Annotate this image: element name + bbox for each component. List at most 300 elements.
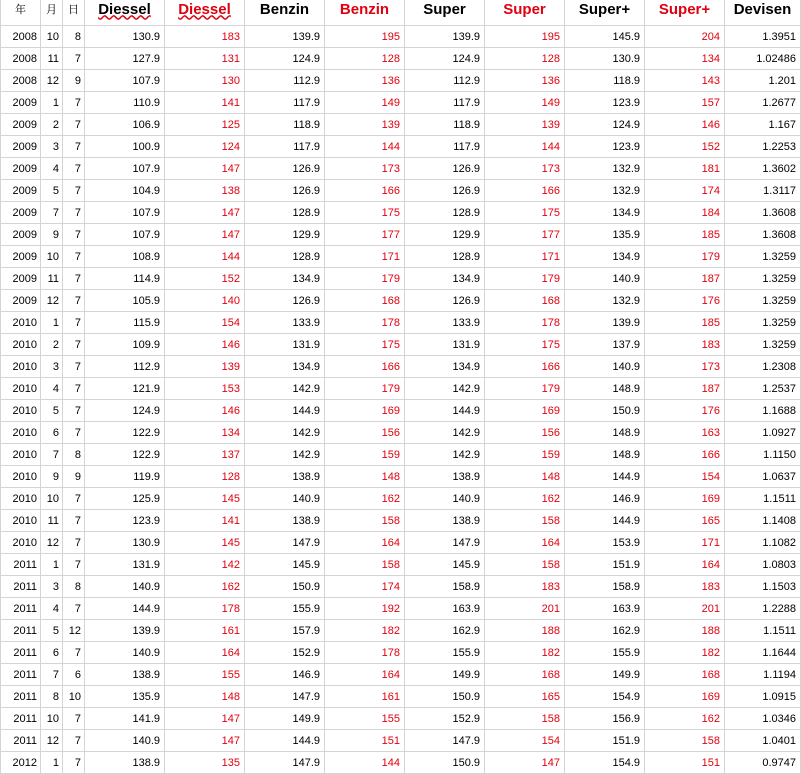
- table-cell[interactable]: 1.0637: [725, 466, 801, 488]
- table-cell[interactable]: 141: [165, 510, 245, 532]
- table-cell[interactable]: 201: [485, 598, 565, 620]
- table-cell[interactable]: 158: [485, 554, 565, 576]
- table-cell[interactable]: 1.167: [725, 114, 801, 136]
- table-cell[interactable]: 1.3259: [725, 290, 801, 312]
- table-cell[interactable]: 135.9: [85, 686, 165, 708]
- table-cell[interactable]: 171: [325, 246, 405, 268]
- table-cell[interactable]: 7: [63, 92, 85, 114]
- table-cell[interactable]: 7: [63, 752, 85, 774]
- table-cell[interactable]: 1.2677: [725, 92, 801, 114]
- table-cell[interactable]: 2011: [1, 554, 41, 576]
- table-cell[interactable]: 163: [645, 422, 725, 444]
- table-cell[interactable]: 126.9: [245, 290, 325, 312]
- table-cell[interactable]: 124.9: [85, 400, 165, 422]
- table-cell[interactable]: 1.1511: [725, 488, 801, 510]
- table-cell[interactable]: 158.9: [405, 576, 485, 598]
- table-cell[interactable]: 114.9: [85, 268, 165, 290]
- table-cell[interactable]: 7: [63, 378, 85, 400]
- table-cell[interactable]: 118.9: [405, 114, 485, 136]
- table-cell[interactable]: 168: [325, 290, 405, 312]
- table-cell[interactable]: 169: [485, 400, 565, 422]
- table-cell[interactable]: 7: [63, 290, 85, 312]
- table-cell[interactable]: 6: [41, 422, 63, 444]
- table-cell[interactable]: 162: [485, 488, 565, 510]
- table-cell[interactable]: 179: [485, 378, 565, 400]
- table-cell[interactable]: 136: [325, 70, 405, 92]
- table-cell[interactable]: 166: [325, 356, 405, 378]
- table-cell[interactable]: 131.9: [405, 334, 485, 356]
- table-cell[interactable]: 108.9: [85, 246, 165, 268]
- table-cell[interactable]: 148.9: [565, 422, 645, 444]
- table-cell[interactable]: 9: [41, 466, 63, 488]
- table-cell[interactable]: 176: [645, 400, 725, 422]
- table-cell[interactable]: 8: [63, 444, 85, 466]
- table-cell[interactable]: 3: [41, 136, 63, 158]
- table-cell[interactable]: 129.9: [245, 224, 325, 246]
- table-cell[interactable]: 1.2288: [725, 598, 801, 620]
- table-cell[interactable]: 142.9: [245, 422, 325, 444]
- table-cell[interactable]: 154: [485, 730, 565, 752]
- table-cell[interactable]: 112.9: [245, 70, 325, 92]
- table-cell[interactable]: 136: [485, 70, 565, 92]
- table-cell[interactable]: 2010: [1, 510, 41, 532]
- table-cell[interactable]: 7: [63, 136, 85, 158]
- table-cell[interactable]: 7: [63, 422, 85, 444]
- table-cell[interactable]: 1.2308: [725, 356, 801, 378]
- table-cell[interactable]: 1.1644: [725, 642, 801, 664]
- table-cell[interactable]: 142.9: [245, 444, 325, 466]
- table-cell[interactable]: 124.9: [245, 48, 325, 70]
- table-cell[interactable]: 169: [645, 488, 725, 510]
- table-cell[interactable]: 7: [63, 114, 85, 136]
- table-cell[interactable]: 1.1688: [725, 400, 801, 422]
- table-cell[interactable]: 134.9: [245, 268, 325, 290]
- table-cell[interactable]: 2011: [1, 620, 41, 642]
- table-cell[interactable]: 140.9: [245, 488, 325, 510]
- table-cell[interactable]: 1.02486: [725, 48, 801, 70]
- table-cell[interactable]: 139.9: [405, 26, 485, 48]
- table-cell[interactable]: 179: [325, 378, 405, 400]
- table-cell[interactable]: 150.9: [245, 576, 325, 598]
- table-cell[interactable]: 117.9: [405, 136, 485, 158]
- table-cell[interactable]: 164: [325, 532, 405, 554]
- table-cell[interactable]: 119.9: [85, 466, 165, 488]
- table-cell[interactable]: 1.3608: [725, 224, 801, 246]
- table-cell[interactable]: 162: [325, 488, 405, 510]
- table-cell[interactable]: 132.9: [565, 158, 645, 180]
- table-cell[interactable]: 2010: [1, 444, 41, 466]
- table-cell[interactable]: 2011: [1, 598, 41, 620]
- table-cell[interactable]: 177: [325, 224, 405, 246]
- table-cell[interactable]: 1.3117: [725, 180, 801, 202]
- table-cell[interactable]: 157: [645, 92, 725, 114]
- table-cell[interactable]: 7: [63, 158, 85, 180]
- table-cell[interactable]: 166: [645, 444, 725, 466]
- header-diessel-red[interactable]: [165, 0, 245, 26]
- table-cell[interactable]: 156: [325, 422, 405, 444]
- table-cell[interactable]: 152: [165, 268, 245, 290]
- table-cell[interactable]: 147: [165, 158, 245, 180]
- table-cell[interactable]: 156: [485, 422, 565, 444]
- table-cell[interactable]: 142.9: [405, 378, 485, 400]
- table-cell[interactable]: 2009: [1, 158, 41, 180]
- table-cell[interactable]: 1.1082: [725, 532, 801, 554]
- table-cell[interactable]: 1.3259: [725, 334, 801, 356]
- table-cell[interactable]: 155: [165, 664, 245, 686]
- table-cell[interactable]: 153.9: [565, 532, 645, 554]
- table-cell[interactable]: 1.2253: [725, 136, 801, 158]
- table-cell[interactable]: 144: [485, 136, 565, 158]
- table-cell[interactable]: 182: [325, 620, 405, 642]
- table-cell[interactable]: 142: [165, 554, 245, 576]
- table-cell[interactable]: 178: [325, 312, 405, 334]
- table-cell[interactable]: 147.9: [245, 752, 325, 774]
- table-cell[interactable]: 175: [325, 334, 405, 356]
- table-cell[interactable]: 2011: [1, 642, 41, 664]
- table-cell[interactable]: 12: [41, 290, 63, 312]
- table-cell[interactable]: 147.9: [405, 730, 485, 752]
- table-cell[interactable]: 2011: [1, 664, 41, 686]
- table-cell[interactable]: 149.9: [565, 664, 645, 686]
- table-cell[interactable]: 155.9: [565, 642, 645, 664]
- table-cell[interactable]: 155: [325, 708, 405, 730]
- table-cell[interactable]: 146: [165, 334, 245, 356]
- table-cell[interactable]: 147.9: [405, 532, 485, 554]
- table-cell[interactable]: 2012: [1, 752, 41, 774]
- table-cell[interactable]: 133.9: [245, 312, 325, 334]
- table-cell[interactable]: 2010: [1, 488, 41, 510]
- table-cell[interactable]: 178: [485, 312, 565, 334]
- table-cell[interactable]: 179: [325, 268, 405, 290]
- table-cell[interactable]: 9: [63, 466, 85, 488]
- table-cell[interactable]: 177: [485, 224, 565, 246]
- table-cell[interactable]: 148: [325, 466, 405, 488]
- table-cell[interactable]: 185: [645, 224, 725, 246]
- table-cell[interactable]: 2009: [1, 268, 41, 290]
- table-cell[interactable]: 146: [645, 114, 725, 136]
- table-cell[interactable]: 144.9: [565, 466, 645, 488]
- header-year[interactable]: 年: [1, 0, 41, 26]
- table-cell[interactable]: 144.9: [245, 730, 325, 752]
- table-cell[interactable]: 9: [63, 70, 85, 92]
- table-cell[interactable]: 112.9: [405, 70, 485, 92]
- table-cell[interactable]: 7: [63, 48, 85, 70]
- table-cell[interactable]: 104.9: [85, 180, 165, 202]
- table-cell[interactable]: 7: [63, 730, 85, 752]
- table-cell[interactable]: 2009: [1, 246, 41, 268]
- table-cell[interactable]: 7: [63, 312, 85, 334]
- table-cell[interactable]: 147: [165, 730, 245, 752]
- table-cell[interactable]: 128.9: [405, 246, 485, 268]
- table-cell[interactable]: 148.9: [565, 444, 645, 466]
- table-cell[interactable]: 154.9: [565, 686, 645, 708]
- table-cell[interactable]: 151.9: [565, 730, 645, 752]
- table-cell[interactable]: 2008: [1, 26, 41, 48]
- table-cell[interactable]: 139: [325, 114, 405, 136]
- table-cell[interactable]: 128: [485, 48, 565, 70]
- table-cell[interactable]: 7: [63, 488, 85, 510]
- table-cell[interactable]: 107.9: [85, 224, 165, 246]
- table-cell[interactable]: 1.3608: [725, 202, 801, 224]
- table-cell[interactable]: 117.9: [405, 92, 485, 114]
- table-cell[interactable]: 174: [325, 576, 405, 598]
- table-cell[interactable]: 138.9: [405, 510, 485, 532]
- table-cell[interactable]: 131.9: [85, 554, 165, 576]
- table-cell[interactable]: 1: [41, 92, 63, 114]
- table-cell[interactable]: 143: [645, 70, 725, 92]
- table-cell[interactable]: 139: [165, 356, 245, 378]
- table-cell[interactable]: 10: [63, 686, 85, 708]
- table-cell[interactable]: 1.1194: [725, 664, 801, 686]
- table-cell[interactable]: 2009: [1, 136, 41, 158]
- table-cell[interactable]: 164: [325, 664, 405, 686]
- table-cell[interactable]: 1.1511: [725, 620, 801, 642]
- table-cell[interactable]: 7: [63, 554, 85, 576]
- table-cell[interactable]: 148.9: [565, 378, 645, 400]
- table-cell[interactable]: 134.9: [245, 356, 325, 378]
- table-cell[interactable]: 162: [645, 708, 725, 730]
- table-cell[interactable]: 163.9: [405, 598, 485, 620]
- table-cell[interactable]: 133.9: [405, 312, 485, 334]
- header-super-plus[interactable]: Super+: [565, 0, 645, 26]
- table-cell[interactable]: 175: [325, 202, 405, 224]
- table-cell[interactable]: 146.9: [565, 488, 645, 510]
- table-cell[interactable]: 145: [165, 488, 245, 510]
- table-cell[interactable]: 10: [41, 488, 63, 510]
- table-cell[interactable]: 138.9: [85, 752, 165, 774]
- header-benzin[interactable]: Benzin: [245, 0, 325, 26]
- table-cell[interactable]: 147.9: [245, 686, 325, 708]
- table-cell[interactable]: 107.9: [85, 70, 165, 92]
- table-cell[interactable]: 142.9: [405, 444, 485, 466]
- table-cell[interactable]: 2010: [1, 422, 41, 444]
- table-cell[interactable]: 138.9: [245, 466, 325, 488]
- table-cell[interactable]: 2009: [1, 224, 41, 246]
- header-super-plus-red[interactable]: Super+: [645, 0, 725, 26]
- table-cell[interactable]: 146: [165, 400, 245, 422]
- table-cell[interactable]: 10: [41, 26, 63, 48]
- table-cell[interactable]: 109.9: [85, 334, 165, 356]
- table-cell[interactable]: 169: [325, 400, 405, 422]
- table-cell[interactable]: 150.9: [405, 752, 485, 774]
- table-cell[interactable]: 144: [165, 246, 245, 268]
- table-cell[interactable]: 11: [41, 510, 63, 532]
- table-cell[interactable]: 137: [165, 444, 245, 466]
- table-cell[interactable]: 123.9: [565, 136, 645, 158]
- table-cell[interactable]: 11: [41, 268, 63, 290]
- table-cell[interactable]: 138.9: [245, 510, 325, 532]
- table-cell[interactable]: 152.9: [245, 642, 325, 664]
- table-cell[interactable]: 129.9: [405, 224, 485, 246]
- table-cell[interactable]: 2011: [1, 686, 41, 708]
- table-cell[interactable]: 131: [165, 48, 245, 70]
- table-cell[interactable]: 2009: [1, 180, 41, 202]
- table-cell[interactable]: 1.3602: [725, 158, 801, 180]
- table-cell[interactable]: 159: [485, 444, 565, 466]
- table-cell[interactable]: 2009: [1, 114, 41, 136]
- table-cell[interactable]: 1.201: [725, 70, 801, 92]
- table-cell[interactable]: 11: [41, 48, 63, 70]
- table-cell[interactable]: 201: [645, 598, 725, 620]
- table-cell[interactable]: 6: [63, 664, 85, 686]
- table-cell[interactable]: 144: [325, 136, 405, 158]
- table-cell[interactable]: 158: [325, 554, 405, 576]
- table-cell[interactable]: 145.9: [565, 26, 645, 48]
- table-cell[interactable]: 204: [645, 26, 725, 48]
- table-cell[interactable]: 100.9: [85, 136, 165, 158]
- table-cell[interactable]: 2010: [1, 378, 41, 400]
- table-cell[interactable]: 147: [485, 752, 565, 774]
- table-cell[interactable]: 138: [165, 180, 245, 202]
- table-cell[interactable]: 152.9: [405, 708, 485, 730]
- table-cell[interactable]: 128.9: [245, 202, 325, 224]
- table-cell[interactable]: 164: [645, 554, 725, 576]
- table-cell[interactable]: 159: [325, 444, 405, 466]
- table-cell[interactable]: 168: [485, 290, 565, 312]
- table-cell[interactable]: 134.9: [405, 356, 485, 378]
- table-cell[interactable]: 2011: [1, 576, 41, 598]
- table-cell[interactable]: 127.9: [85, 48, 165, 70]
- table-cell[interactable]: 2009: [1, 290, 41, 312]
- table-cell[interactable]: 1.1408: [725, 510, 801, 532]
- table-cell[interactable]: 162.9: [565, 620, 645, 642]
- table-cell[interactable]: 7: [63, 532, 85, 554]
- table-cell[interactable]: 134.9: [405, 268, 485, 290]
- table-cell[interactable]: 4: [41, 158, 63, 180]
- table-cell[interactable]: 1: [41, 312, 63, 334]
- table-cell[interactable]: 7: [63, 400, 85, 422]
- table-cell[interactable]: 2: [41, 334, 63, 356]
- table-cell[interactable]: 2010: [1, 356, 41, 378]
- table-cell[interactable]: 150.9: [405, 686, 485, 708]
- table-cell[interactable]: 139: [485, 114, 565, 136]
- table-cell[interactable]: 182: [645, 642, 725, 664]
- table-cell[interactable]: 122.9: [85, 422, 165, 444]
- table-cell[interactable]: 110.9: [85, 92, 165, 114]
- table-cell[interactable]: 144.9: [565, 510, 645, 532]
- table-cell[interactable]: 1.3259: [725, 268, 801, 290]
- table-cell[interactable]: 128: [325, 48, 405, 70]
- table-cell[interactable]: 7: [41, 202, 63, 224]
- table-cell[interactable]: 8: [63, 26, 85, 48]
- table-cell[interactable]: 155.9: [405, 642, 485, 664]
- table-cell[interactable]: 158: [485, 510, 565, 532]
- table-cell[interactable]: 135: [165, 752, 245, 774]
- table-cell[interactable]: 171: [645, 532, 725, 554]
- header-super[interactable]: Super: [405, 0, 485, 26]
- table-cell[interactable]: 5: [41, 400, 63, 422]
- table-cell[interactable]: 105.9: [85, 290, 165, 312]
- table-cell[interactable]: 7: [63, 180, 85, 202]
- table-cell[interactable]: 130.9: [85, 532, 165, 554]
- table-cell[interactable]: 2011: [1, 708, 41, 730]
- table-cell[interactable]: 1.3951: [725, 26, 801, 48]
- table-cell[interactable]: 149: [325, 92, 405, 114]
- table-cell[interactable]: 154.9: [565, 752, 645, 774]
- table-cell[interactable]: 137.9: [565, 334, 645, 356]
- table-cell[interactable]: 171: [485, 246, 565, 268]
- table-cell[interactable]: 169: [645, 686, 725, 708]
- table-cell[interactable]: 156.9: [565, 708, 645, 730]
- table-cell[interactable]: 128.9: [405, 202, 485, 224]
- table-cell[interactable]: 147: [165, 202, 245, 224]
- table-cell[interactable]: 9: [41, 224, 63, 246]
- table-cell[interactable]: 175: [485, 334, 565, 356]
- table-cell[interactable]: 12: [63, 620, 85, 642]
- table-cell[interactable]: 107.9: [85, 202, 165, 224]
- table-cell[interactable]: 158: [325, 510, 405, 532]
- table-cell[interactable]: 151: [645, 752, 725, 774]
- table-cell[interactable]: 134: [165, 422, 245, 444]
- table-cell[interactable]: 147.9: [245, 532, 325, 554]
- table-cell[interactable]: 1.3259: [725, 312, 801, 334]
- table-cell[interactable]: 126.9: [245, 158, 325, 180]
- table-cell[interactable]: 124.9: [565, 114, 645, 136]
- table-cell[interactable]: 121.9: [85, 378, 165, 400]
- table-cell[interactable]: 144: [325, 752, 405, 774]
- table-cell[interactable]: 142.9: [405, 422, 485, 444]
- table-cell[interactable]: 2009: [1, 92, 41, 114]
- table-cell[interactable]: 161: [325, 686, 405, 708]
- table-cell[interactable]: 7: [41, 444, 63, 466]
- table-cell[interactable]: 162.9: [405, 620, 485, 642]
- table-cell[interactable]: 2011: [1, 730, 41, 752]
- table-cell[interactable]: 7: [63, 708, 85, 730]
- table-cell[interactable]: 128: [165, 466, 245, 488]
- table-cell[interactable]: 140.9: [85, 576, 165, 598]
- table-cell[interactable]: 112.9: [85, 356, 165, 378]
- table-cell[interactable]: 162: [165, 576, 245, 598]
- header-month[interactable]: 月: [41, 0, 63, 26]
- table-cell[interactable]: 118.9: [245, 114, 325, 136]
- header-diessel[interactable]: [85, 0, 165, 26]
- table-cell[interactable]: 183: [165, 26, 245, 48]
- table-cell[interactable]: 154: [645, 466, 725, 488]
- table-cell[interactable]: 144.9: [85, 598, 165, 620]
- table-cell[interactable]: 173: [485, 158, 565, 180]
- table-cell[interactable]: 140.9: [405, 488, 485, 510]
- table-cell[interactable]: 7: [41, 664, 63, 686]
- table-cell[interactable]: 145: [165, 532, 245, 554]
- table-cell[interactable]: 134.9: [565, 246, 645, 268]
- table-cell[interactable]: 147: [165, 708, 245, 730]
- header-super-red[interactable]: Super: [485, 0, 565, 26]
- table-cell[interactable]: 174: [645, 180, 725, 202]
- table-cell[interactable]: 187: [645, 378, 725, 400]
- table-cell[interactable]: 179: [485, 268, 565, 290]
- table-cell[interactable]: 149.9: [245, 708, 325, 730]
- table-cell[interactable]: 166: [325, 180, 405, 202]
- table-cell[interactable]: 8: [63, 576, 85, 598]
- table-cell[interactable]: 124: [165, 136, 245, 158]
- table-cell[interactable]: 188: [645, 620, 725, 642]
- table-cell[interactable]: 132.9: [565, 180, 645, 202]
- table-cell[interactable]: 195: [485, 26, 565, 48]
- table-cell[interactable]: 130.9: [565, 48, 645, 70]
- table-cell[interactable]: 173: [325, 158, 405, 180]
- table-cell[interactable]: 7: [63, 598, 85, 620]
- table-cell[interactable]: 148: [165, 686, 245, 708]
- table-cell[interactable]: 126.9: [245, 180, 325, 202]
- table-cell[interactable]: 130: [165, 70, 245, 92]
- table-cell[interactable]: 106.9: [85, 114, 165, 136]
- table-cell[interactable]: 7: [63, 246, 85, 268]
- table-cell[interactable]: 154: [165, 312, 245, 334]
- table-cell[interactable]: 134: [645, 48, 725, 70]
- table-cell[interactable]: 158: [645, 730, 725, 752]
- table-cell[interactable]: 166: [485, 356, 565, 378]
- table-cell[interactable]: 188: [485, 620, 565, 642]
